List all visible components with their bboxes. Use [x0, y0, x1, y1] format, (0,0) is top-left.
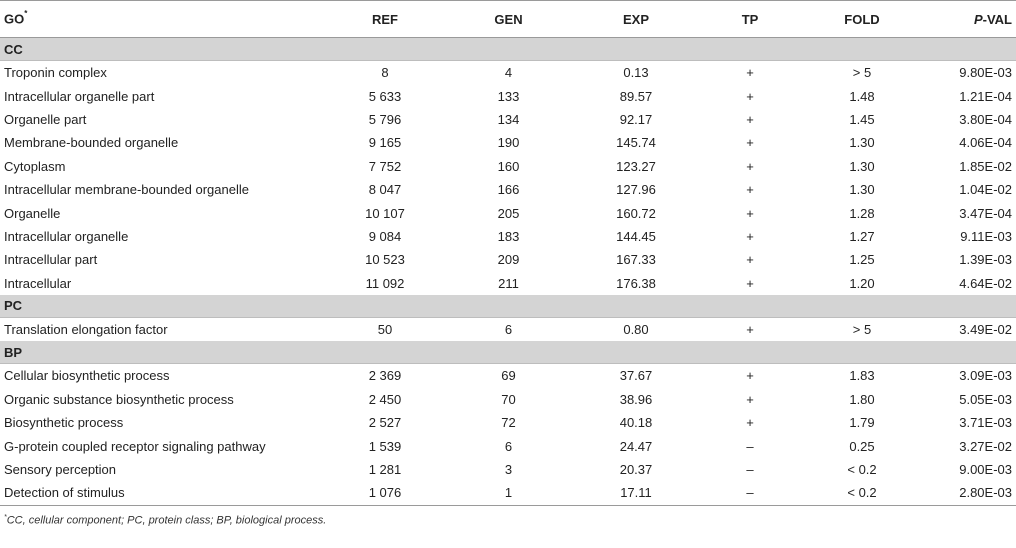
cell-ref: 5 796 — [368, 111, 402, 127]
table-row — [0, 272, 1016, 295]
cell-pval: 3.49E-02 — [959, 322, 1012, 338]
cell-ref: 2 450 — [368, 391, 402, 407]
cell-go: Biosynthetic process — [4, 415, 124, 431]
cell-exp: 38.96 — [619, 391, 653, 407]
cell-exp: 40.18 — [619, 415, 653, 431]
cell-tp: + — [746, 205, 754, 221]
cell-tp: + — [746, 322, 754, 338]
header-gen: GEN — [445, 1, 572, 38]
table-row — [0, 201, 1016, 224]
table-row — [0, 434, 1016, 457]
table-row — [0, 364, 1016, 388]
cell-gen: 160 — [497, 158, 520, 174]
cell-fold: > 5 — [852, 65, 872, 81]
cell-go: Organelle — [4, 205, 61, 221]
table-row — [0, 458, 1016, 481]
cell-exp: 167.33 — [616, 252, 656, 268]
cell-exp: 176.38 — [616, 275, 656, 291]
cell-go: Intracellular membrane-bounded organelle — [4, 182, 249, 198]
cell-tp: + — [746, 65, 754, 81]
cell-fold: 0.25 — [849, 438, 875, 454]
cell-fold: 1.83 — [849, 368, 875, 384]
cell-pval: 3.47E-04 — [959, 205, 1012, 221]
cell-fold: > 5 — [852, 322, 872, 338]
cell-ref: 10 523 — [365, 252, 405, 268]
cell-pval: 5.05E-03 — [959, 391, 1012, 407]
cell-exp: 24.47 — [619, 438, 653, 454]
section-label: CC — [0, 38, 1016, 61]
cell-gen: 133 — [497, 88, 520, 104]
cell-go: Organelle part — [4, 111, 87, 127]
cell-ref: 10 107 — [365, 205, 405, 221]
cell-fold: 1.30 — [849, 182, 875, 198]
cell-go: Cytoplasm — [4, 158, 66, 174]
cell-pval: 1.21E-04 — [959, 88, 1012, 104]
cell-gen: 1 — [445, 481, 572, 505]
cell-gen: 166 — [497, 182, 520, 198]
cell-go: Troponin complex — [4, 65, 107, 81]
table-row — [0, 317, 1016, 341]
header-pval-p: P — [973, 11, 983, 27]
cell-tp: + — [746, 415, 754, 431]
table-row — [0, 131, 1016, 154]
cell-ref: 7 752 — [368, 158, 402, 174]
cell-gen: 72 — [501, 415, 516, 431]
cell-pval: 4.06E-04 — [959, 135, 1012, 151]
cell-tp: – — [700, 481, 800, 505]
cell-ref: 2 369 — [368, 368, 402, 384]
table-row — [0, 481, 1016, 505]
section-row-bp — [0, 341, 1016, 364]
header-go-label: GO — [4, 11, 25, 27]
cell-fold: 1.25 — [849, 252, 875, 268]
table-footnote — [0, 514, 1016, 527]
cell-pval: 9.80E-03 — [959, 65, 1012, 81]
cell-fold: 1.45 — [849, 111, 875, 127]
cell-ref: 50 — [377, 322, 393, 338]
table-row — [0, 225, 1016, 248]
header-tp: TP — [700, 1, 800, 38]
cell-go: Intracellular organelle — [4, 228, 129, 244]
cell-pval: 9.00E-03 — [959, 462, 1012, 478]
cell-ref: 1 076 — [325, 481, 445, 505]
cell-gen: 211 — [498, 275, 519, 291]
cell-fold: 1.80 — [849, 391, 875, 407]
cell-tp: + — [746, 228, 754, 244]
cell-pval: 1.04E-02 — [959, 182, 1012, 198]
cell-fold: 1.28 — [849, 205, 875, 221]
footnote-text: CC, cellular component; PC, protein class; BP, biological process. — [6, 514, 327, 527]
cell-ref: 11 092 — [365, 275, 405, 291]
cell-fold: < 0.2 — [800, 481, 924, 505]
cell-go: Translation elongation factor — [4, 322, 168, 338]
table-row — [0, 411, 1016, 434]
cell-gen: 70 — [501, 391, 516, 407]
cell-exp: 0.80 — [623, 322, 649, 338]
cell-go: Detection of stimulus — [0, 481, 325, 505]
section-row-cc — [0, 38, 1016, 61]
cell-fold: 1.27 — [849, 228, 875, 244]
cell-gen: 183 — [497, 228, 520, 244]
cell-gen: 209 — [497, 252, 520, 268]
cell-exp: 144.45 — [616, 228, 656, 244]
cell-gen: 3 — [504, 462, 513, 478]
table-row — [0, 61, 1016, 85]
cell-fold: 1.48 — [849, 88, 875, 104]
header-ref: REF — [325, 1, 445, 38]
header-row — [0, 1, 1016, 38]
table-row — [0, 155, 1016, 178]
header-go — [0, 1, 325, 38]
section-row-pc — [0, 295, 1016, 318]
cell-tp: + — [746, 158, 754, 174]
cell-exp: 92.17 — [619, 111, 653, 127]
cell-pval: 1.85E-02 — [959, 158, 1012, 174]
cell-exp: 37.67 — [619, 368, 653, 384]
cell-ref: 8 047 — [368, 182, 402, 198]
header-exp: EXP — [572, 1, 700, 38]
cell-exp: 127.96 — [616, 182, 656, 198]
cell-go: Membrane-bounded organelle — [4, 135, 179, 151]
footnote-mark: * — [4, 513, 7, 521]
cell-ref: 5 633 — [368, 88, 402, 104]
cell-go: G-protein coupled receptor signaling pathway — [4, 438, 266, 454]
cell-fold: 1.30 — [849, 135, 875, 151]
cell-gen: 69 — [501, 368, 516, 384]
cell-fold: 1.30 — [849, 158, 875, 174]
cell-exp: 17.11 — [572, 481, 700, 505]
table-header — [0, 1, 1016, 38]
table-row — [0, 178, 1016, 201]
cell-ref: 9 165 — [368, 135, 402, 151]
cell-tp: – — [746, 438, 754, 454]
cell-gen: 190 — [497, 135, 520, 151]
table-row — [0, 84, 1016, 107]
section-label: PC — [0, 295, 1016, 318]
cell-exp: 20.37 — [619, 462, 653, 478]
cell-fold: < 0.2 — [847, 462, 877, 478]
cell-pval: 9.11E-03 — [960, 228, 1012, 244]
cell-gen: 4 — [504, 65, 513, 81]
cell-go: Organic substance biosynthetic process — [4, 391, 234, 407]
cell-pval: 3.09E-03 — [959, 368, 1012, 384]
cell-pval: 3.27E-02 — [959, 438, 1012, 454]
cell-tp: + — [746, 275, 754, 291]
cell-tp: – — [746, 462, 754, 478]
cell-pval: 2.80E-03 — [924, 481, 1016, 505]
cell-go: Intracellular part — [4, 252, 98, 268]
header-pval-rest: -VAL — [982, 11, 1012, 27]
cell-exp: 123.27 — [616, 158, 656, 174]
cell-go: Intracellular — [4, 275, 72, 291]
cell-tp: + — [746, 391, 754, 407]
cell-go: Sensory perception — [4, 462, 117, 478]
table-body — [0, 38, 1016, 506]
cell-ref: 1 539 — [368, 438, 402, 454]
header-fold: FOLD — [800, 1, 924, 38]
cell-fold: 1.79 — [849, 415, 875, 431]
cell-pval: 1.39E-03 — [959, 252, 1012, 268]
section-label: BP — [0, 341, 1016, 364]
cell-exp: 145.74 — [616, 135, 656, 151]
cell-tp: + — [746, 252, 754, 268]
cell-ref: 9 084 — [368, 228, 402, 244]
table-row — [0, 108, 1016, 131]
cell-pval: 4.64E-02 — [959, 275, 1012, 291]
header-pval — [924, 1, 1016, 38]
cell-ref: 8 — [381, 65, 389, 81]
header-go-footnote-mark: * — [24, 9, 28, 19]
cell-gen: 6 — [504, 438, 513, 454]
cell-pval: 3.80E-04 — [959, 111, 1012, 127]
cell-go: Intracellular organelle part — [4, 88, 155, 104]
cell-exp: 160.72 — [616, 205, 656, 221]
cell-gen: 205 — [497, 205, 520, 221]
cell-fold: 1.20 — [849, 275, 875, 291]
cell-tp: + — [746, 135, 754, 151]
cell-tp: + — [746, 368, 754, 384]
cell-ref: 2 527 — [368, 415, 402, 431]
cell-exp: 89.57 — [619, 88, 653, 104]
table-row — [0, 248, 1016, 271]
cell-tp: + — [746, 182, 754, 198]
cell-tp: + — [746, 111, 754, 127]
cell-exp: 0.13 — [623, 65, 649, 81]
cell-go: Cellular biosynthetic process — [4, 368, 170, 384]
cell-pval: 3.71E-03 — [959, 415, 1012, 431]
cell-gen: 134 — [497, 111, 520, 127]
cell-tp: + — [746, 88, 754, 104]
cell-ref: 1 281 — [368, 462, 402, 478]
table-row — [0, 388, 1016, 411]
cell-gen: 6 — [504, 322, 513, 338]
